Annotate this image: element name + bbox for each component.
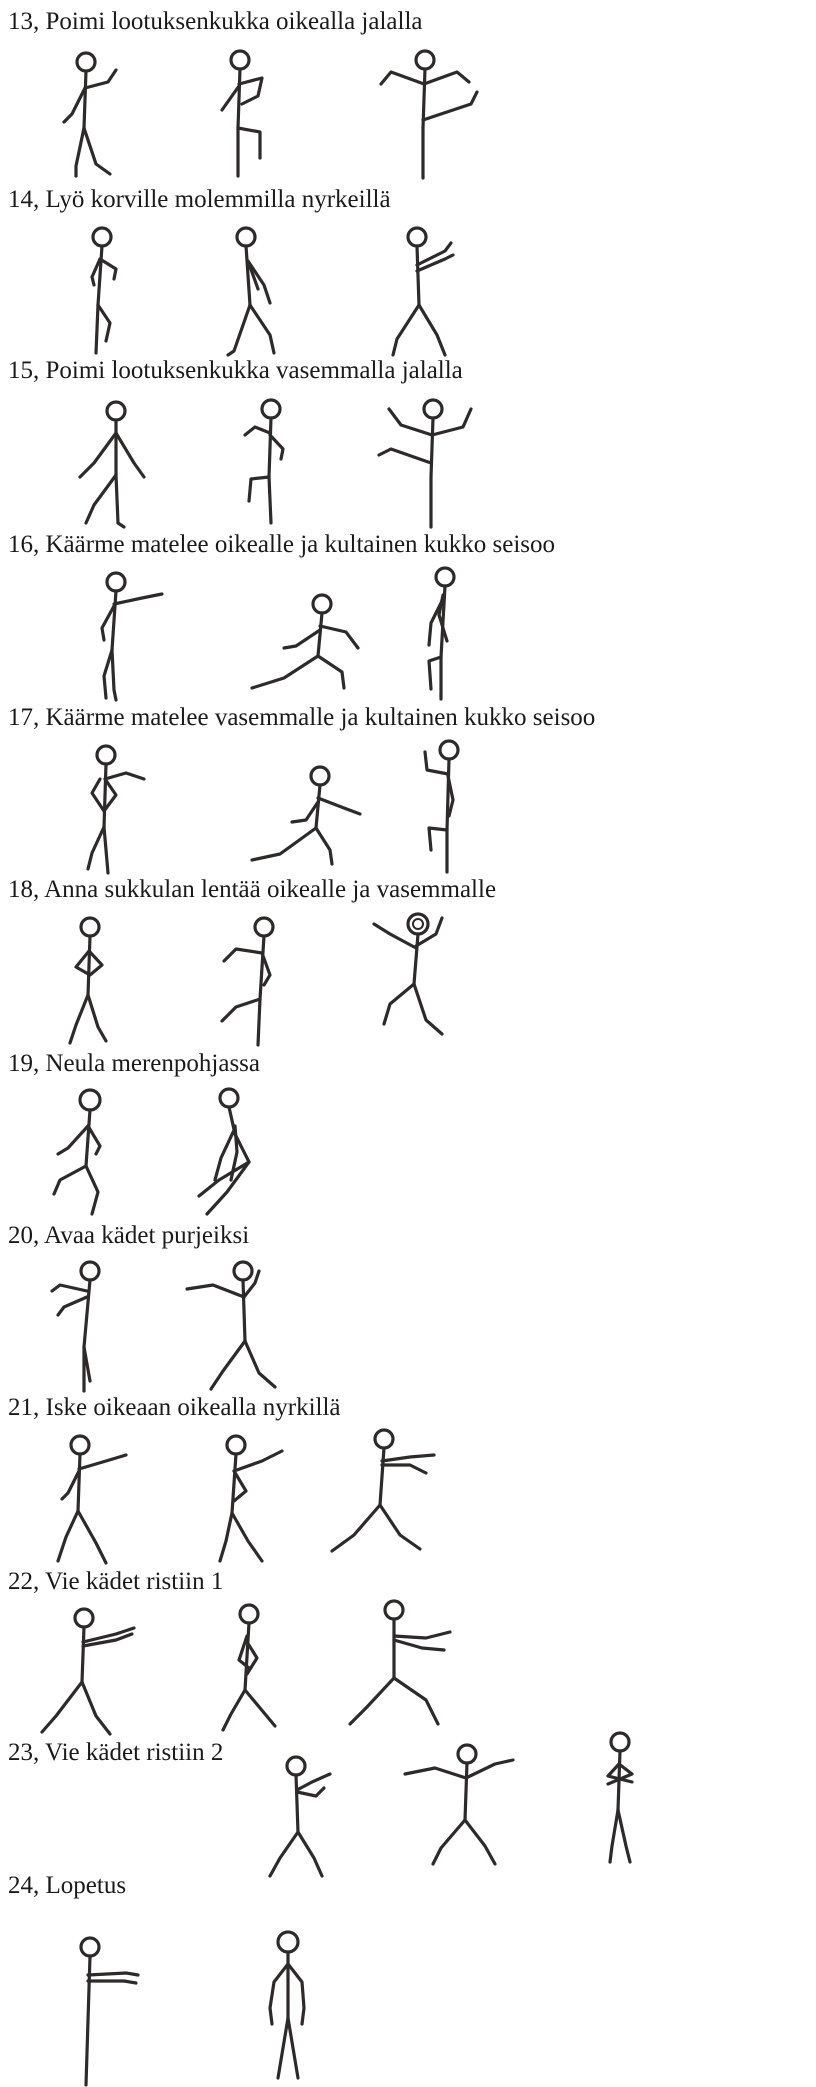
stick-figure-16-2 [240,590,380,730]
stick-figure-18-3 [350,910,490,1050]
stick-figure-17-1 [60,743,200,883]
stick-figure-18-1 [40,915,180,1055]
section-title-19: 19, Neula merenpohjassa [8,1050,261,1077]
stick-figure-13-2 [190,48,330,188]
stick-figure-19-1 [40,1088,180,1228]
stick-figure-20-1 [40,1261,180,1401]
stick-figure-19-2 [175,1088,315,1228]
stick-figure-22-1 [30,1606,170,1746]
stick-figure-21-1 [40,1433,180,1573]
stick-figure-23-3 [560,1730,700,1870]
section-title-21: 21, Iske oikeaan oikealla nyrkillä [8,1394,341,1421]
stick-figure-14-1 [40,225,180,365]
stick-figure-23-1 [240,1752,380,1892]
stick-figure-22-3 [330,1598,470,1738]
stick-figure-18-2 [200,915,340,1055]
stick-figure-21-2 [200,1433,340,1573]
stick-figure-15-3 [365,397,505,537]
section-title-20: 20, Avaa kädet purjeiksi [8,1222,250,1249]
stick-figure-17-2 [240,762,380,902]
stick-figure-22-2 [195,1602,335,1742]
stick-figure-21-3 [320,1425,460,1565]
section-title-18: 18, Anna sukkulan lentää oikealle ja vasemmalle [8,876,497,903]
stick-figure-13-3 [365,48,505,188]
stick-figure-17-3 [395,738,535,878]
section-title-13: 13, Poimi lootuksenkukka oikealla jalalla [8,8,423,35]
section-title-15: 15, Poimi lootuksenkukka vasemmalla jalalla [8,357,463,384]
stick-figure-16-1 [60,570,200,710]
stick-figure-24-2 [220,1928,360,2068]
stick-figure-24-1 [40,1935,180,2075]
stick-figure-14-2 [190,225,330,365]
stick-figure-15-1 [40,397,180,537]
section-title-16: 16, Käärme matelee oikealle ja kultainen kukko seisoo [8,531,556,558]
stick-figure-14-3 [365,225,505,365]
section-title-23: 23, Vie kädet ristiin 2 [8,1739,224,1766]
stick-figure-16-3 [395,565,535,705]
section-title-22: 22, Vie kädet ristiin 1 [8,1568,224,1595]
stick-figure-23-2 [395,1740,535,1880]
stick-figure-15-2 [225,397,365,537]
stick-figure-13-1 [40,48,180,188]
section-title-24: 24, Lopetus [8,1872,127,1899]
section-title-14: 14, Lyö korville molemmilla nyrkeillä [8,186,391,213]
section-title-17: 17, Käärme matelee vasemmalle ja kultainen kukko seisoo [8,704,596,731]
stick-figure-20-2 [165,1261,305,1401]
